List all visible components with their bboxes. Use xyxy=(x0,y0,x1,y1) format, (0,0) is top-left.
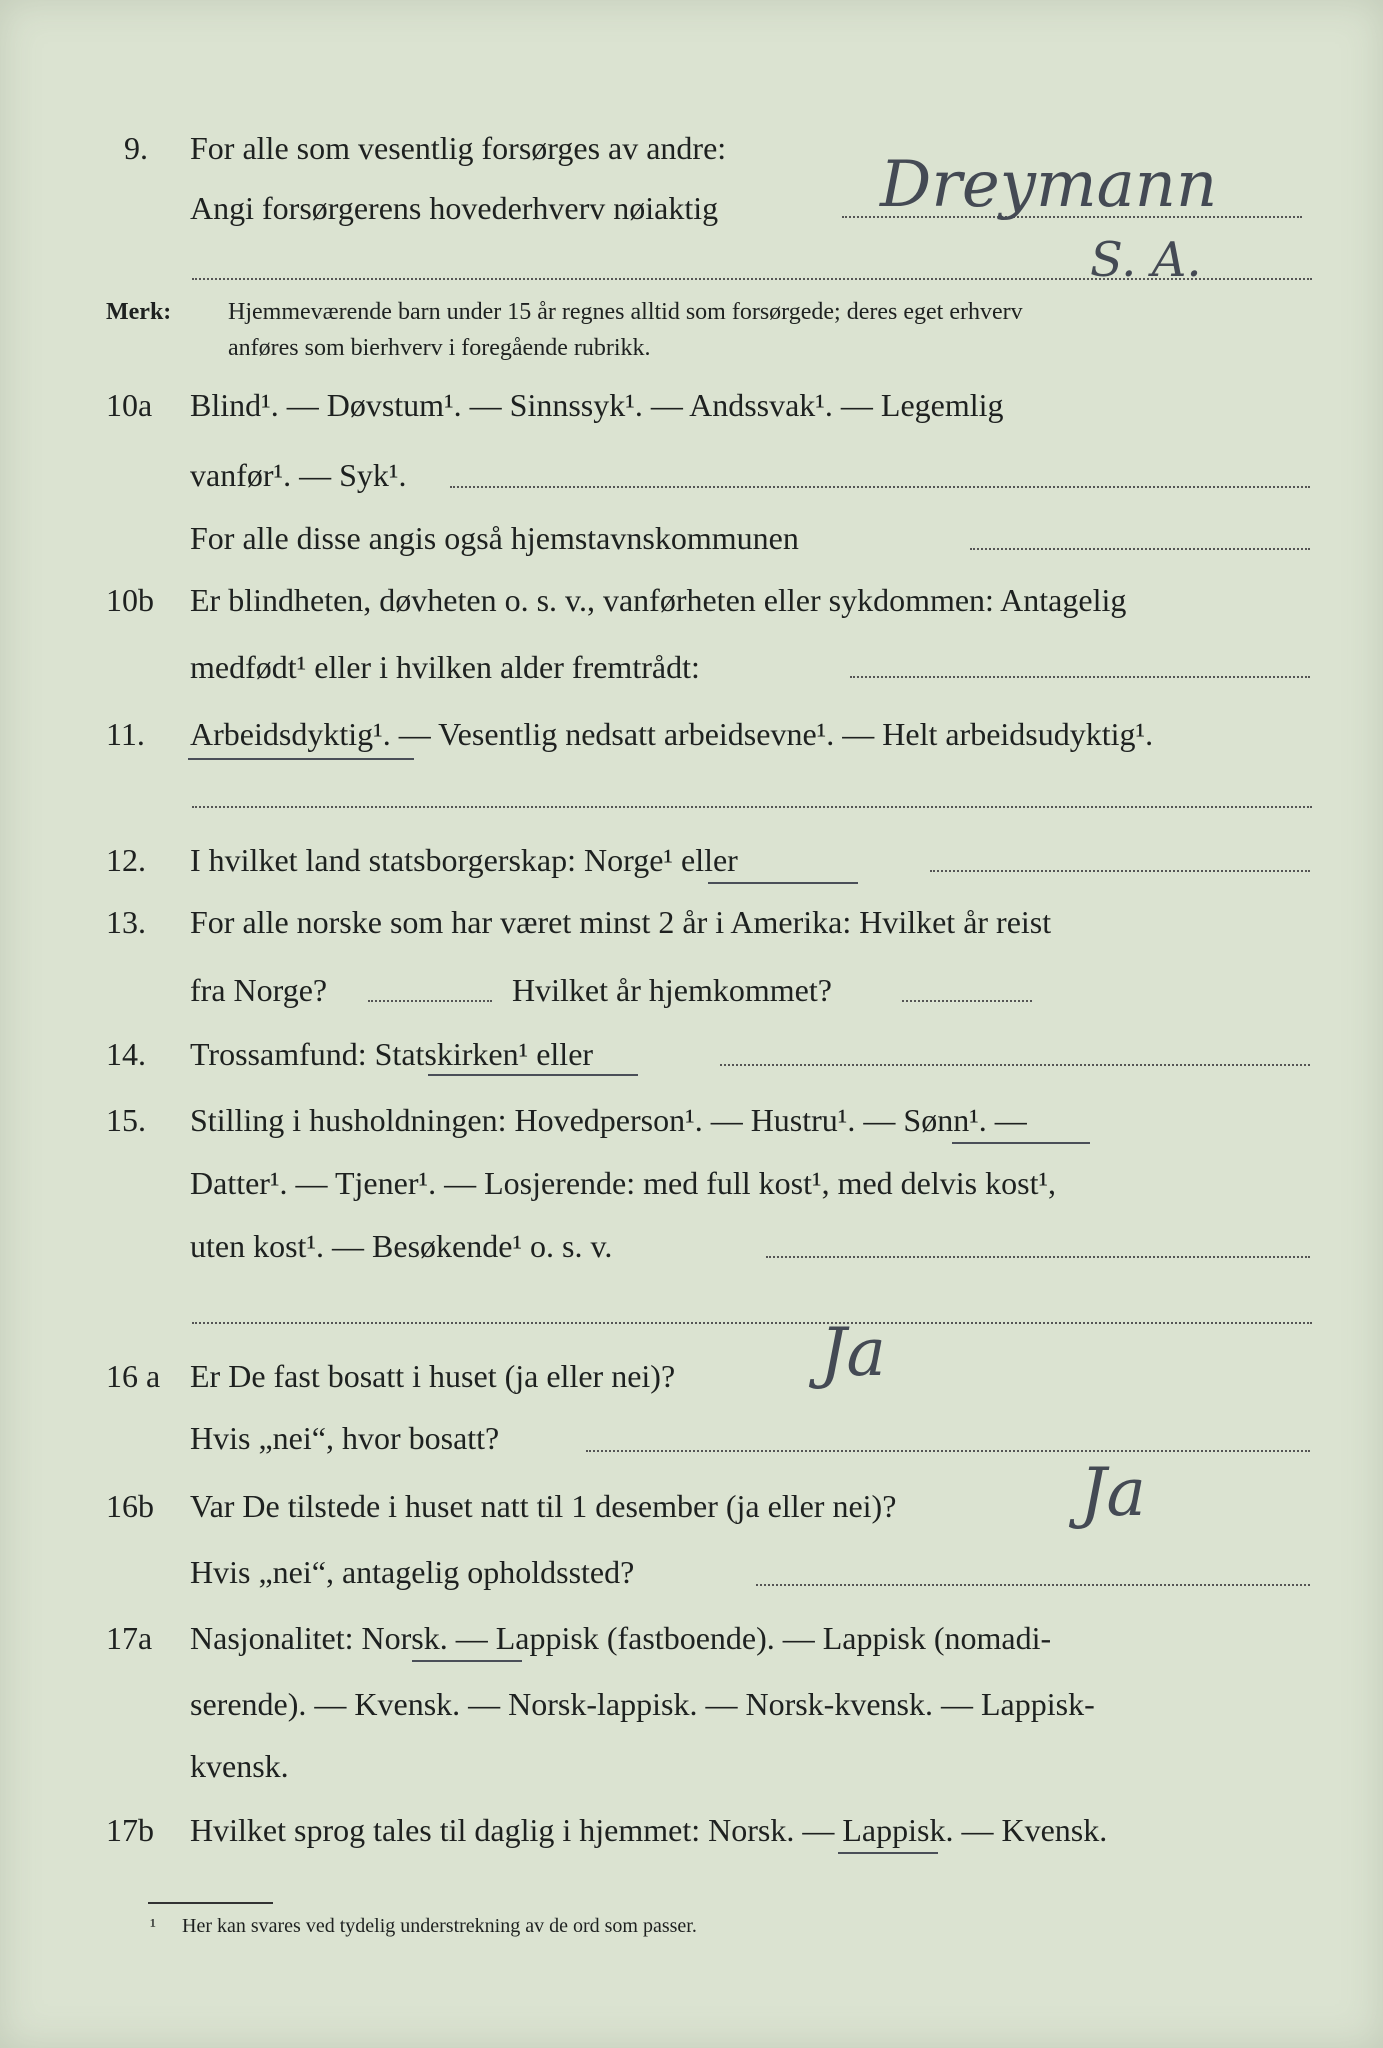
q15-question-2: Datter¹. — Tjener¹. — Losjerende: med full kost¹, med delvis kost¹, xyxy=(190,1165,1057,1201)
q17b-number: 17b xyxy=(106,1812,154,1848)
q15-question: Stilling i husholdningen: Hovedperson¹. — Hustru¹. — Sønn¹. — xyxy=(190,1102,1027,1138)
q14-underline-statskirken xyxy=(428,1074,638,1076)
q10b-question: Er blindheten, døvheten o. s. v., vanførheten eller sykdommen: Antagelig xyxy=(190,582,1127,618)
q9-handwritten-answer-2: S. A. xyxy=(1090,232,1202,288)
q17b-underline-norsk xyxy=(838,1852,938,1854)
q14-number: 14. xyxy=(106,1036,146,1072)
q10a-question: Blind¹. — Døvstum¹. — Sinnssyk¹. — Andssvak¹. — Legemlig xyxy=(190,387,1004,423)
q17a-question-2: serende). — Kvensk. — Norsk-lappisk. — Norsk-kvensk. — Lappisk- xyxy=(190,1686,1095,1722)
q14-question: Trossamfund: Statskirken¹ eller xyxy=(190,1036,594,1072)
q16b-number: 16b xyxy=(106,1488,154,1524)
q13-number: 13. xyxy=(106,904,146,940)
q17a-underline-norsk xyxy=(412,1660,522,1662)
q15-question-3: uten kost¹. — Besøkende¹ o. s. v. xyxy=(190,1228,613,1264)
q16b-handwritten-answer: Ja xyxy=(1080,1454,1146,1531)
q15-number: 15. xyxy=(106,1102,146,1138)
merk-text-1: Hjemmeværende barn under 15 år regnes alltid som forsørgede; deres eget erhverv xyxy=(228,299,1023,325)
q10b-number: 10b xyxy=(106,582,154,618)
q15-extra-line[interactable] xyxy=(192,1322,1312,1324)
q10a-answer-line[interactable] xyxy=(450,486,1310,488)
q16b-question-2: Hvis „nei“, antagelig opholdssted? xyxy=(190,1554,635,1590)
q17a-question: Nasjonalitet: Norsk. — Lappisk (fastboende). — Lappisk (nomadi- xyxy=(190,1620,1052,1656)
q16b-answer-line[interactable] xyxy=(756,1584,1310,1586)
q12-underline-norge xyxy=(708,882,858,884)
merk-label: Merk: xyxy=(106,299,172,325)
q9-handwritten-answer: Dreymann xyxy=(880,148,1218,222)
q11-question: Arbeidsdyktig¹. — Vesentlig nedsatt arbeidsevne¹. — Helt arbeidsudyktig¹. xyxy=(190,716,1154,752)
q17b-question: Hvilket sprog tales til daglig i hjemmet: Norsk. — Lappisk. — Kvensk. xyxy=(190,1812,1108,1848)
q13-question-2b: Hvilket år hjemkommet? xyxy=(512,972,832,1008)
q10b-question-2: medfødt¹ eller i hvilken alder fremtrådt: xyxy=(190,649,700,685)
q16b-question: Var De tilstede i huset natt til 1 desember (ja eller nei)? xyxy=(190,1488,897,1524)
q15-answer-line[interactable] xyxy=(766,1256,1310,1258)
merk-text-2: anføres som bierhverv i foregående rubrikk. xyxy=(228,335,651,361)
q10a-home-municipality-line[interactable] xyxy=(970,548,1310,550)
q13-year-returned-line[interactable] xyxy=(902,1000,1032,1002)
q12-answer-line[interactable] xyxy=(930,870,1310,872)
q14-answer-line[interactable] xyxy=(720,1064,1310,1066)
q12-number: 12. xyxy=(106,842,146,878)
q10a-question-3: For alle disse angis også hjemstavnskommunen xyxy=(190,520,799,556)
q9-number: 9. xyxy=(124,130,148,166)
q11-underline-arbeidsdyktig xyxy=(188,758,414,760)
q13-question: For alle norske som har været minst 2 år i Amerika: Hvilket år reist xyxy=(190,904,1052,940)
footnote-rule xyxy=(148,1902,273,1904)
q9-question-2: Angi forsørgerens hovederhverv nøiaktig xyxy=(190,190,719,226)
q16a-number: 16 a xyxy=(106,1358,161,1394)
q10b-answer-line[interactable] xyxy=(850,676,1310,678)
q17a-question-3: kvensk. xyxy=(190,1748,289,1784)
q16a-answer-line[interactable] xyxy=(586,1450,1310,1452)
q13-year-left-line[interactable] xyxy=(368,1000,492,1002)
q15-underline-hustru xyxy=(952,1142,1090,1144)
q11-number: 11. xyxy=(106,716,145,752)
q16a-question-2: Hvis „nei“, hvor bosatt? xyxy=(190,1420,500,1456)
q10a-question-2: vanfør¹. — Syk¹. xyxy=(190,457,407,493)
q11-extra-line[interactable] xyxy=(192,806,1312,808)
q17a-number: 17a xyxy=(106,1620,153,1656)
footnote-text: Her kan svares ved tydelig understrekning av de ord som passer. xyxy=(182,1915,697,1937)
q12-question: I hvilket land statsborgerskap: Norge¹ eller xyxy=(190,842,738,878)
q10a-number: 10a xyxy=(106,387,153,423)
footnote-mark: ¹ xyxy=(150,1915,156,1937)
q9-question: For alle som vesentlig forsørges av andre: xyxy=(190,130,727,166)
q16a-question: Er De fast bosatt i huset (ja eller nei)? xyxy=(190,1358,676,1394)
q13-question-2a: fra Norge? xyxy=(190,972,328,1008)
q16a-handwritten-answer: Ja xyxy=(820,1314,886,1391)
